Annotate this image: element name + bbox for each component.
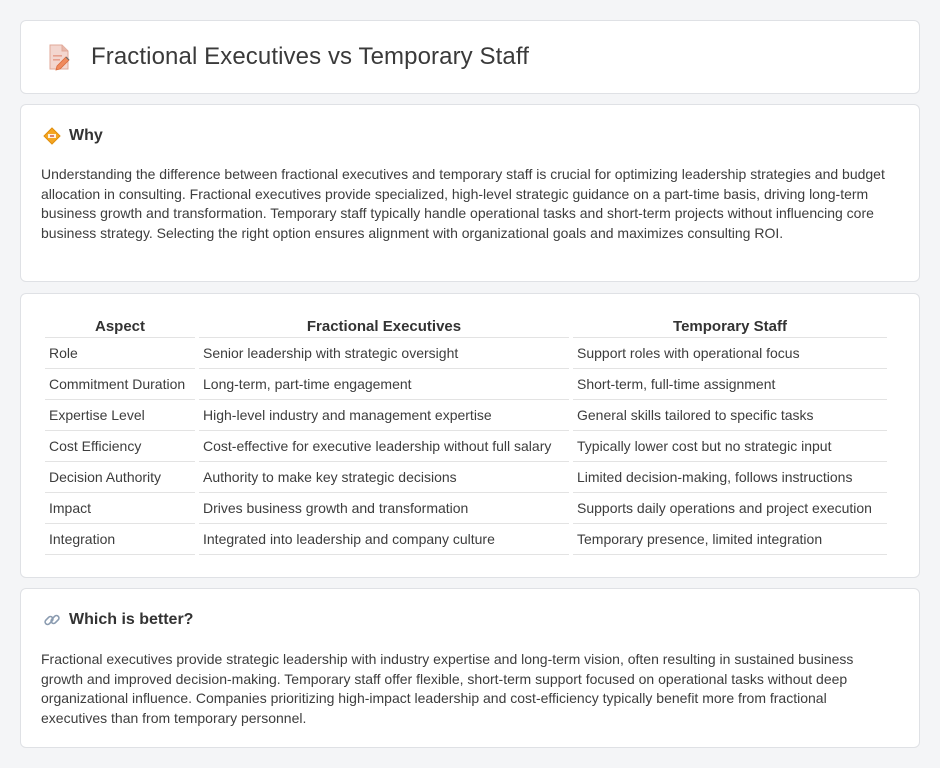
title-card — [20, 20, 920, 94]
aspect-cell: Cost Efficiency — [45, 431, 195, 462]
fractional-cell: Long-term, part-time engagement — [199, 369, 569, 400]
table-row — [45, 338, 887, 369]
header-fractional-executives: Fractional Executives — [199, 315, 569, 338]
aspect-cell: Commitment Duration — [45, 369, 195, 400]
table-row — [45, 524, 887, 555]
document-pencil-icon — [47, 43, 71, 71]
aspect-cell: Expertise Level — [45, 400, 195, 431]
table-row — [45, 493, 887, 524]
fractional-cell: Authority to make key strategic decisions — [199, 462, 569, 493]
table-header-row — [45, 315, 887, 338]
aspect-cell: Integration — [45, 524, 195, 555]
fractional-cell: Senior leadership with strategic oversight — [199, 338, 569, 369]
why-card — [20, 104, 920, 282]
fractional-cell: High-level industry and management expertise — [199, 400, 569, 431]
why-title: Why — [69, 127, 103, 144]
aspect-cell: Decision Authority — [45, 462, 195, 493]
why-heading — [43, 127, 103, 145]
header-aspect: Aspect — [45, 315, 195, 338]
diamond-sign-icon — [43, 127, 61, 145]
fractional-cell: Drives business growth and transformation — [199, 493, 569, 524]
header-temporary-staff: Temporary Staff — [573, 315, 887, 338]
temporary-cell: Limited decision-making, follows instructions — [573, 462, 887, 493]
temporary-cell: Short-term, full-time assignment — [573, 369, 887, 400]
fractional-cell: Integrated into leadership and company culture — [199, 524, 569, 555]
temporary-cell: General skills tailored to specific tasks — [573, 400, 887, 431]
comparison-card — [20, 293, 920, 578]
temporary-cell: Support roles with operational focus — [573, 338, 887, 369]
which-better-card — [20, 588, 920, 748]
table-row — [45, 369, 887, 400]
table-row — [45, 462, 887, 493]
comparison-table — [41, 315, 891, 555]
page-title: Fractional Executives vs Temporary Staff — [91, 43, 529, 70]
temporary-cell: Typically lower cost but no strategic input — [573, 431, 887, 462]
fractional-cell: Cost-effective for executive leadership without full salary — [199, 431, 569, 462]
table-row — [45, 400, 887, 431]
link-icon — [43, 611, 61, 629]
title-row — [47, 43, 529, 71]
temporary-cell: Supports daily operations and project execution — [573, 493, 887, 524]
table-row — [45, 431, 887, 462]
aspect-cell: Impact — [45, 493, 195, 524]
temporary-cell: Temporary presence, limited integration — [573, 524, 887, 555]
why-body: Understanding the difference between fractional executives and temporary staff is crucial for optimizing leadership strategies and budget allocation in consulting. Fractional executives provide specialized, high-level strategic guidance on a part-time basis, driving long-term business growth and transformation. Temporary staff typically handle operational tasks and short-term projects without influencing core business strategy. Selecting the right option ensures alignment with organizational goals and maximizes consulting ROI. — [41, 166, 885, 241]
which-better-heading — [43, 611, 193, 629]
which-better-body: Fractional executives provide strategic leadership with industry expertise and long-term vision, often resulting in sustained business growth and improved decision-making. Temporary staff offer flexible, short-term support focused on operational tasks without deep organizational influence. Companies prioritizing high-impact leadership and cost-efficiency typically benefit more from fractional executives than from temporary personnel. — [41, 651, 854, 726]
aspect-cell: Role — [45, 338, 195, 369]
which-better-title: Which is better? — [69, 611, 194, 628]
